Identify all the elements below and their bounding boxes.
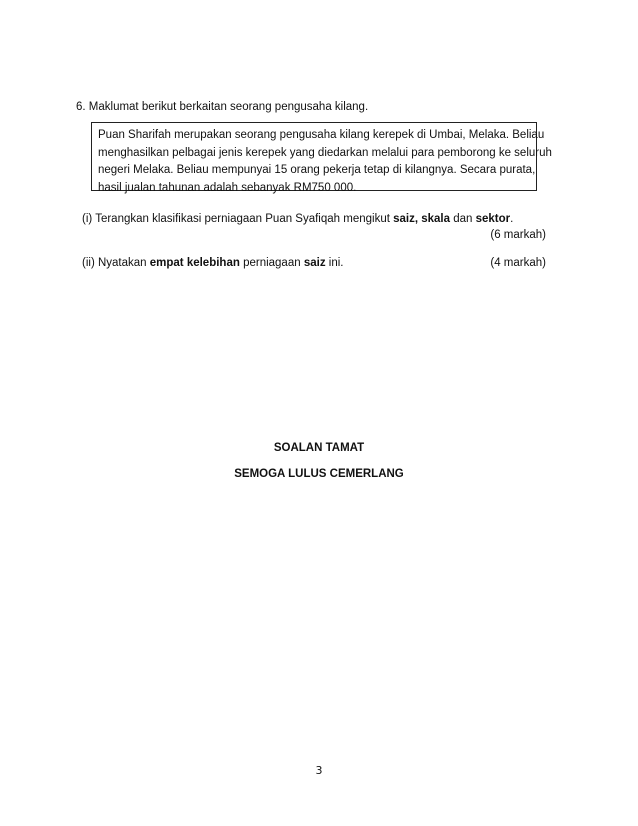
- part-ii-bold-empat-kelebihan: empat kelebihan: [149, 257, 240, 269]
- part-i-prefix: (i) Terangkan klasifikasi perniagaan Puan Syafiqah mengikut: [82, 213, 394, 225]
- part-i-bold-saiz-skala: saiz, skala: [393, 213, 451, 225]
- page-number: 3: [315, 764, 323, 777]
- question-part-ii: [82, 257, 343, 269]
- part-ii-marks: (4 markah): [490, 257, 546, 269]
- case-info-line-1: Puan Sharifah merupakan seorang pengusaha kilang kerepek di Umbai, Melaka. Beliau: [98, 129, 545, 141]
- case-info-line-3: negeri Melaka. Beliau mempunyai 15 orang pekerja tetap di kilangnya. Secara purata,: [98, 164, 536, 177]
- part-i-marks: (6 markah): [490, 229, 546, 241]
- part-i-bold-sektor: sektor: [475, 213, 511, 225]
- part-ii-prefix: (ii) Nyatakan: [82, 257, 150, 269]
- closing-good-luck: SEMOGA LULUS CEMERLANG: [234, 468, 404, 480]
- case-info-box: [91, 122, 552, 194]
- part-ii-suffix: ini.: [325, 257, 344, 269]
- part-i-mid: dan: [450, 213, 476, 225]
- part-ii-bold-saiz: saiz: [303, 257, 326, 269]
- case-info-line-4: hasil jualan tahunan adalah sebanyak RM750 000.: [98, 181, 357, 194]
- question-6-stem: 6. Maklumat berikut berkaitan seorang pengusaha kilang.: [76, 101, 369, 113]
- part-i-suffix: .: [510, 213, 514, 225]
- closing-end-of-questions: SOALAN TAMAT: [273, 442, 365, 454]
- case-info-line-2: menghasilkan pelbagai jenis kerepek yang diedarkan melalui para pemborong ke seluruh: [98, 146, 552, 159]
- question-part-i: [82, 213, 513, 225]
- part-ii-mid: perniagaan: [239, 257, 304, 269]
